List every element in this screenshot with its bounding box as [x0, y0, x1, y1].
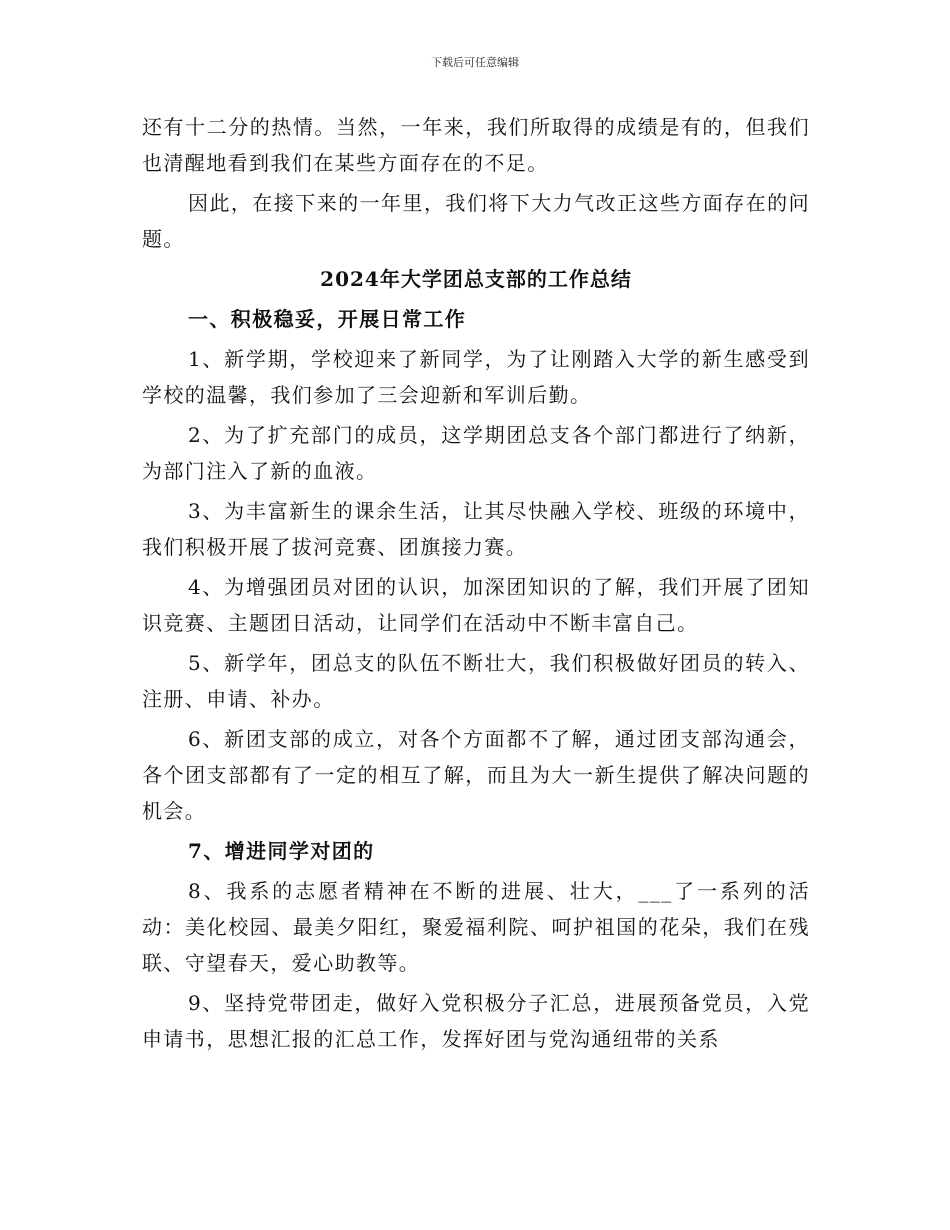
- document-title: 2024年大学团总支部的工作总结: [320, 267, 632, 291]
- list-item-9: 9、坚持党带团走，做好入党积极分子汇总，进展预备党员，入党申请书，思想汇报的汇总工作，发挥好团与党沟通纽带的关系: [142, 991, 810, 1051]
- list-item-8: 8、我系的志愿者精神在不断的进展、壮大，___了一系列的活动：美化校园、最美夕阳红，聚爱福利院、呵护祖国的花朵，我们在残联、守望春天，爱心助教等。: [142, 879, 810, 975]
- list-item-1: 1、新学期，学校迎来了新同学，为了让刚踏入大学的新生感受到学校的温馨，我们参加了三会迎新和军训后勤。: [142, 347, 810, 407]
- section-1-heading: 一、积极稳妥，开展日常工作: [188, 307, 467, 331]
- intro-paragraph-1: 还有十二分的热情。当然，一年来，我们所取得的成绩是有的，但我们也清醒地看到我们在某些方面存在的不足。: [142, 115, 810, 175]
- intro-paragraph-2: 因此，在接下来的一年里，我们将下大力气改正这些方面存在的问题。: [142, 191, 810, 251]
- header-note: 下载后可任意编辑: [431, 56, 519, 69]
- item-7-heading: 7、增进同学对团的: [188, 839, 375, 863]
- list-item-4: 4、为增强团员对团的认识，加深团知识的了解，我们开展了团知识竞赛、主题团日活动，让同学们在活动中不断丰富自己。: [142, 575, 810, 635]
- document-body: [142, 109, 810, 1061]
- list-item-3: 3、为丰富新生的课余生活，让其尽快融入学校、班级的环境中，我们积极开展了拔河竞赛、团旗接力赛。: [142, 499, 810, 559]
- list-item-5: 5、新学年，团总支的队伍不断壮大，我们积极做好团员的转入、注册、申请、补办。: [142, 651, 810, 711]
- list-item-2: 2、为了扩充部门的成员，这学期团总支各个部门都进行了纳新，为部门注入了新的血液。: [142, 423, 810, 483]
- list-item-6: 6、新团支部的成立，对各个方面都不了解，通过团支部沟通会，各个团支部都有了一定的相互了解，而且为大一新生提供了解决问题的机会。: [142, 727, 810, 823]
